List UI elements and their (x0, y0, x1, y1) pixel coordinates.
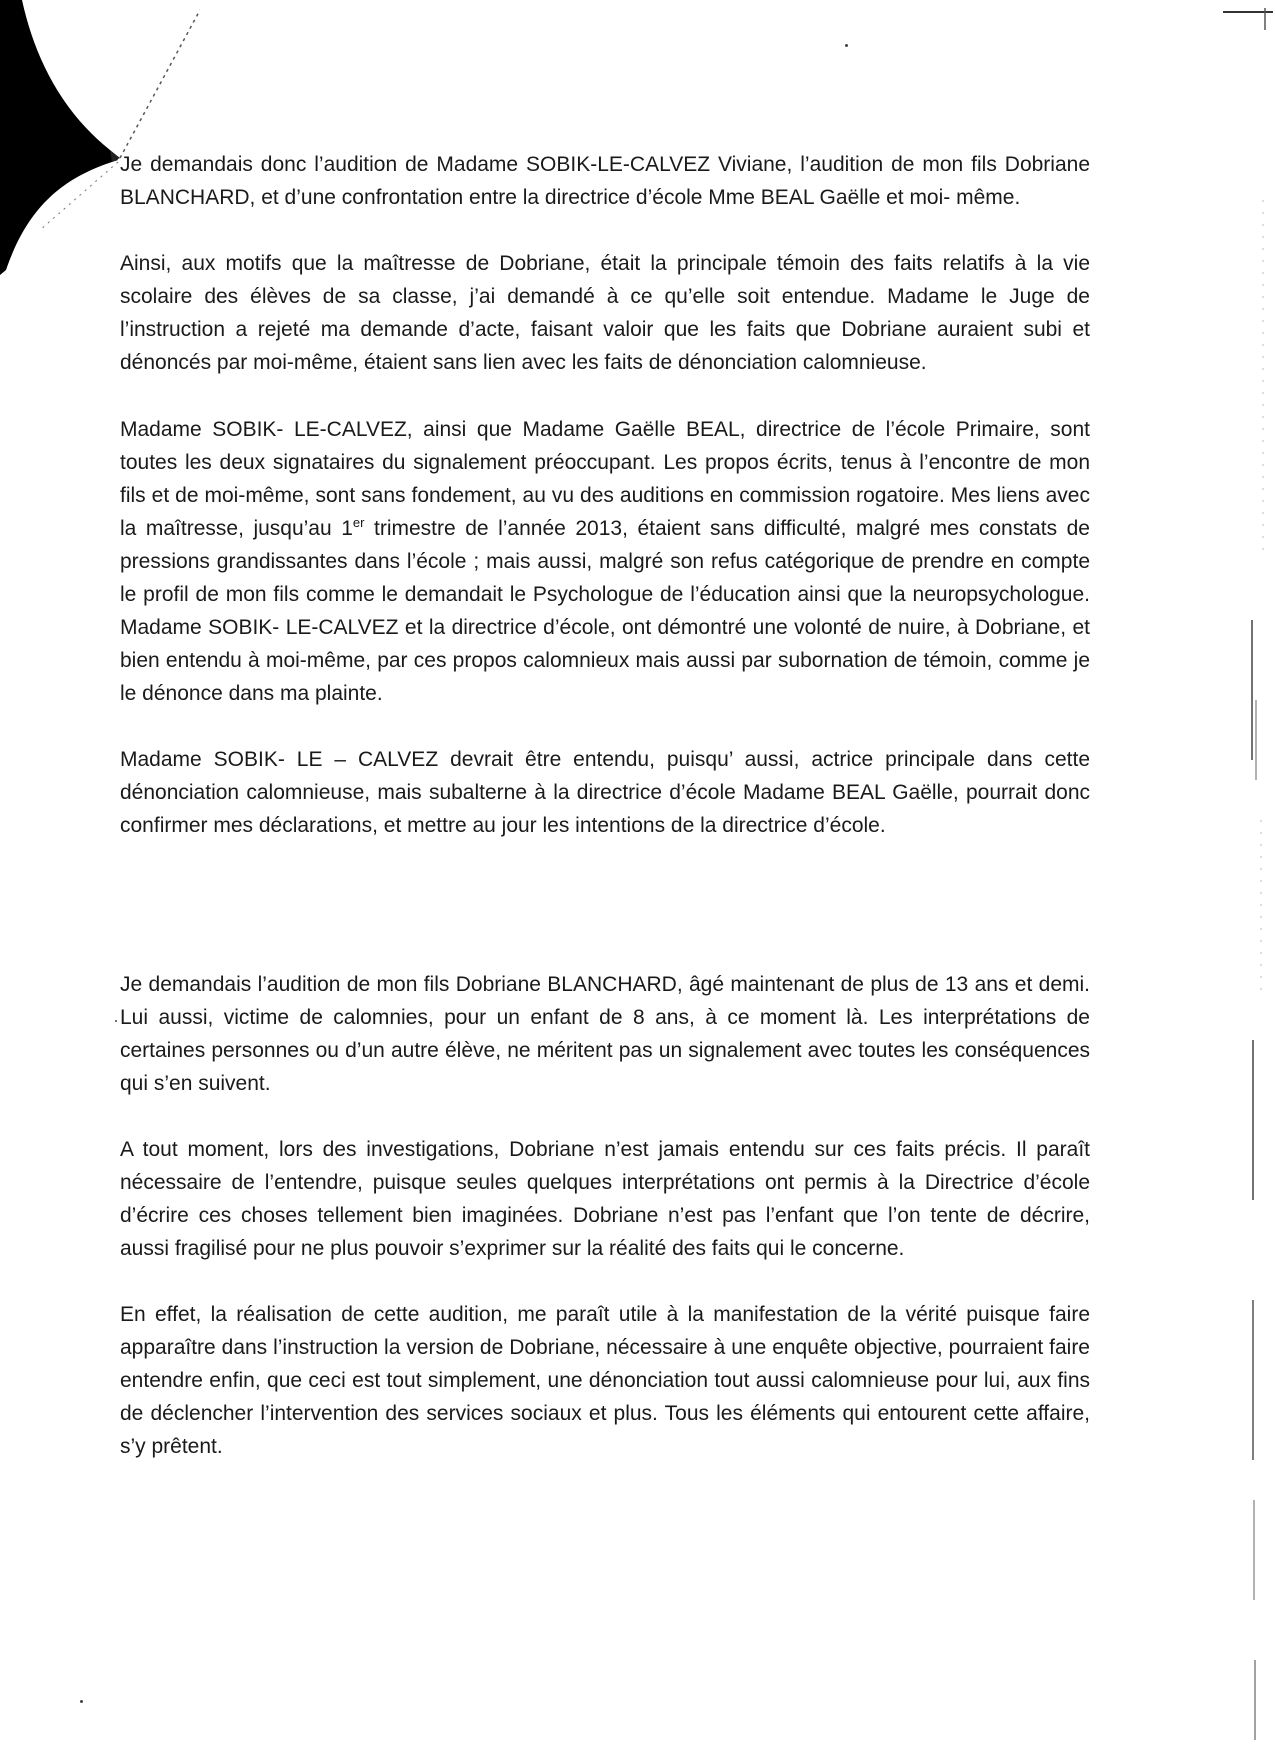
paragraph-signatories (120, 413, 1090, 710)
scan-speck (845, 44, 848, 47)
paragraph-should-be-heard: Madame SOBIK- LE – CALVEZ devrait être entendu, puisqu’ aussi, actrice principale dans cette dénonciation calomnieuse, mais subalterne à la directrice d’école Madame BEAL Gaëlle, pourrait donc confirmer mes déclarations, et mettre au jour les intentions de la directrice d’école. (120, 748, 1090, 837)
scan-speck (115, 1020, 117, 1022)
paragraph-son-hearing: Je demandais l’audition de mon fils Dobriane BLANCHARD, âgé maintenant de plus de 13 ans et demi. Lui aussi, victime de calomnies, pour un enfant de 8 ans, à ce moment là. Les interprétations de certaines personnes ou d’un autre élève, ne méritent pas un signalement avec toutes les conséquences qui s’en suivent. (120, 973, 1090, 1095)
paragraph-investigations: A tout moment, lors des investigations, Dobriane n’est jamais entendu sur ces faits précis. Il paraît nécessaire de l’entendre, puisque seules quelques interprétations ont permis à la Directrice d’école d’écrire ces choses tellement bien imaginées. Dobriane n’est pas l’enfant que l’on tente de décrire, aussi fragilisé pour ne plus pouvoir s’exprimer sur la réalité des faits qui le concerne. (120, 1138, 1090, 1260)
scan-right-edge-artifact (1215, 0, 1275, 1755)
paragraph-conclusion: En effet, la réalisation de cette audition, me paraît utile à la manifestation de la vérité puisque faire apparaître dans l’instruction la version de Dobriane, nécessaire à une enquête objective, pourraient faire entendre enfin, que ceci est tout simplement, une dénonciation tout aussi calomnieuse pour lui, aux fins de déclencher l’intervention des services sociaux et plus. Tous les éléments qui entourent cette affaire, s’y prêtent. (120, 1303, 1090, 1458)
paragraph-text: Madame SOBIK- LE-CALVEZ, ainsi que Madame Gaëlle BEAL, directrice de l’école Primaire, sont toutes les deux signataires du signalement préoccupant. Les propos écrits, tenus à l’encontre de mon fils et de moi-même, sont sans fondement, au vu des auditions en commission rogatoire. Mes liens avec la maîtresse, jusqu’au 1 (120, 418, 1090, 540)
paragraph-text: trimestre de l’année 2013, étaient sans difficulté, malgré mes constats de pressions grandissantes dans l’école ; mais aussi, malgré son refus catégorique de prendre en compte le profil de mon fils comme le demandait le Psychologue de l’éducation ainsi que la neuropsychologue. Madame SOBIK- LE-CALVEZ et la directrice d’école, ont démontré une volonté de nuire, à Dobriane, et bien entendu à moi-même, par ces propos calomnieux mais aussi par subornation de témoin, comme je le dénonce dans ma plainte. (120, 517, 1090, 705)
paragraph-hearing-request: Je demandais donc l’audition de Madame SOBIK-LE-CALVEZ Viviane, l’audition de mon fils Dobriane BLANCHARD, et d’une confrontation entre la directrice d’école Mme BEAL Gaëlle et moi- même. (120, 153, 1090, 209)
paragraph-teacher-witness: Ainsi, aux motifs que la maîtresse de Dobriane, était la principale témoin des faits relatifs à la vie scolaire des élèves de sa classe, j’ai demandé à ce qu’elle soit entendue. Madame le Juge de l’instruction a rejeté ma demande d’acte, faisant valoir que les faits que Dobriane auraient subi et dénoncés par moi-même, étaient sans lien avec les faits de dénonciation calomnieuse. (120, 252, 1090, 374)
scan-speck (80, 1700, 83, 1703)
document-body (120, 148, 1090, 1463)
ordinal-superscript: er (352, 515, 365, 530)
